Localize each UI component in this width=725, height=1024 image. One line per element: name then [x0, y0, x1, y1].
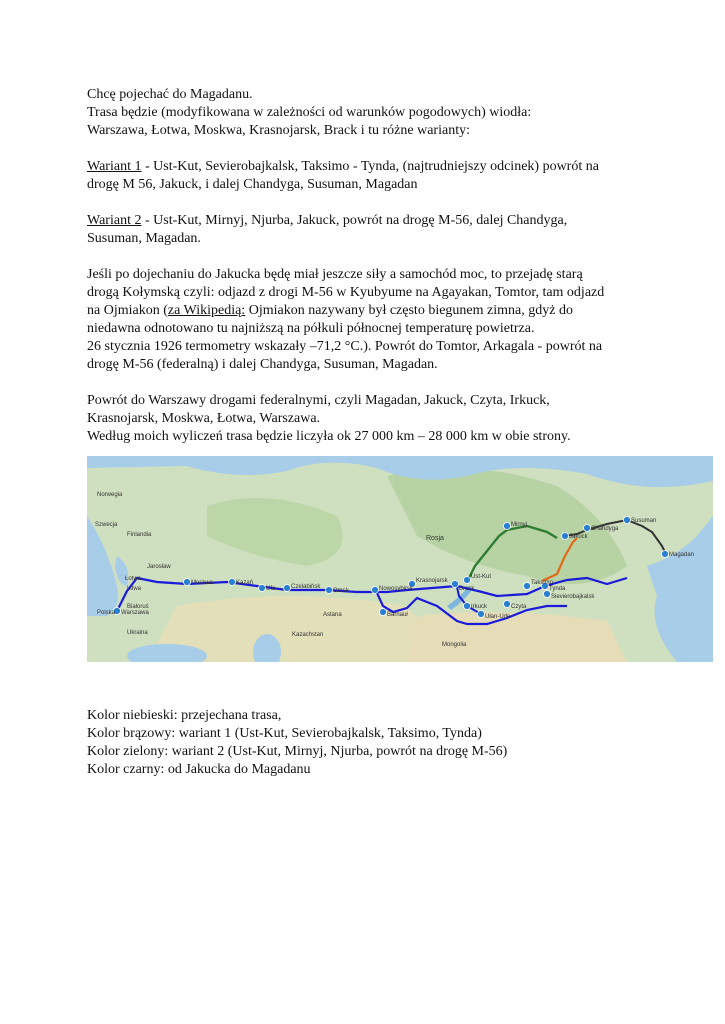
- label-chandyga: Chandyga: [591, 526, 619, 532]
- intro-line: Trasa będzie (modyfikowana w zależności od warunków pogodowych) wiodła:: [87, 105, 532, 120]
- kolyma-line: niedawna odnotowano tu najniższą na półkuli północnej temperaturę powietrza.: [87, 321, 535, 336]
- label-rosja: Rosja: [426, 535, 444, 542]
- pin-barnaul: [380, 609, 387, 616]
- map-legend: [87, 707, 667, 779]
- pin-czelabinsk: [284, 585, 291, 592]
- pin-chandyga: [584, 525, 591, 532]
- label-kazan: Kazań: [236, 580, 254, 586]
- label-brack: Brack: [459, 586, 475, 592]
- return-line: Według moich wyliczeń trasa będzie liczyła ok 27 000 km – 28 000 km w obie strony.: [87, 429, 571, 444]
- label-polska: Polska: [97, 610, 116, 616]
- label-litwa: Litwa: [127, 586, 142, 592]
- pin-jakuck: [562, 533, 569, 540]
- legend-green: Kolor zielony: wariant 2 (Ust-Kut, Mirnyj, Njurba, powrót na drogę M-56): [87, 744, 508, 759]
- pin-omsk: [326, 587, 333, 594]
- label-lotwa: Łotwa: [125, 576, 142, 582]
- label-omsk: Omsk: [333, 588, 349, 594]
- label-astana: Astana: [323, 612, 342, 618]
- pin-kazan: [229, 579, 236, 586]
- pin-nowosybirsk: [372, 587, 379, 594]
- variant2-label: Wariant 2: [87, 213, 142, 228]
- label-nowosybirsk: Nowosybirsk: [379, 586, 414, 592]
- label-susuman: Susuman: [631, 518, 657, 524]
- pin-ufa: [259, 585, 266, 592]
- pin-brack: [452, 581, 459, 588]
- return-line: Krasnojarsk, Moskwa, Łotwa, Warszawa.: [87, 411, 321, 426]
- kolyma-line-post: Ojmiakon nazywany był często biegunem zimna, gdyż do: [245, 303, 573, 318]
- pin-magadan: [662, 551, 669, 558]
- kolyma-line: drogą Kołymską czyli: odjazd z drogi M-56 w Kyubyume na Agayakan, Tomtor, tam odjazd: [87, 285, 605, 300]
- intro-line: Warszawa, Łotwa, Moskwa, Krasnojarsk, Brack i tu różne warianty:: [87, 123, 470, 138]
- label-bialorus: Białoruś: [127, 604, 149, 610]
- label-kazachstan: Kazachstan: [292, 632, 324, 638]
- document-body: [87, 86, 667, 446]
- pin-ustkut: [464, 577, 471, 584]
- label-taksimo: Taksimo: [531, 580, 554, 586]
- steppe-area: [407, 612, 627, 662]
- pin-moskwa: [184, 579, 191, 586]
- variant2-paragraph-cont: Susuman, Magadan.: [87, 231, 201, 246]
- variant1-label: Wariant 1: [87, 159, 142, 174]
- label-magadan: Magadan: [669, 552, 695, 558]
- label-ufa: Ufa: [266, 586, 276, 592]
- legend-black: Kolor czarny: od Jakucka do Magadanu: [87, 762, 311, 777]
- label-tynda: Tynda: [549, 586, 566, 592]
- label-ukraina: Ukraina: [127, 630, 148, 636]
- variant1-text: - Ust-Kut, Sevierobajkalsk, Taksimo - Tynda, (najtrudniejszy odcinek) powrót na: [141, 159, 599, 174]
- label-szwecja: Szwecja: [95, 522, 118, 528]
- variant2-paragraph: [87, 212, 667, 230]
- label-mongolia: Mongolia: [442, 642, 467, 648]
- pin-mirnyj: [504, 523, 511, 530]
- route-map: [87, 456, 713, 662]
- pin-susuman: [624, 517, 631, 524]
- kolyma-line: 26 stycznia 1926 termometry wskazały –71,2 °C.). Powrót do Tomtor, Arkagala - powrót na: [87, 339, 603, 354]
- label-barnaul: Barnauł: [387, 612, 408, 618]
- label-czyta: Czyta: [511, 604, 527, 610]
- label-jakuck: Jakuck: [569, 534, 588, 540]
- variant1-paragraph-cont: drogę M 56, Jakuck, i dalej Chandyga, Susuman, Magadan: [87, 177, 418, 192]
- label-sievierobajkalsk: Sievierobajkalsk: [551, 594, 595, 600]
- label-jaroslawl: Jarosław: [147, 564, 171, 570]
- return-line: Powrót do Warszawy drogami federalnymi, czyli Magadan, Jakuck, Czyta, Irkuck,: [87, 393, 550, 408]
- variant1-paragraph: [87, 158, 667, 176]
- label-czelabinsk: Czelabińsk: [291, 584, 321, 590]
- kolyma-line: [87, 302, 667, 320]
- intro-line: Chcę pojechać do Magadanu.: [87, 87, 253, 102]
- legend-brown: Kolor brązowy: wariant 1 (Ust-Kut, Sevierobajkalsk, Taksimo, Tynda): [87, 726, 482, 741]
- kolyma-line-pre: na Ojmiakon (: [87, 303, 168, 318]
- pin-ulanude: [478, 611, 485, 618]
- pin-irkuck: [464, 603, 471, 610]
- label-ustkut: Ust-Kut: [471, 574, 492, 580]
- route-map-svg: [87, 456, 713, 662]
- label-warszawa: Warszawa: [121, 610, 149, 616]
- kolyma-line: drogę M-56 (federalną) i dalej Chandyga, Susuman, Magadan.: [87, 357, 438, 372]
- label-irkuck: Irkuck: [471, 604, 488, 610]
- label-norwegia: Norwegia: [97, 492, 123, 498]
- kolyma-line: Jeśli po dojechaniu do Jakucka będę miał jeszcze siły a samochód moc, to przejadę starą: [87, 267, 583, 282]
- pin-taksimo: [524, 583, 531, 590]
- label-krasnojarsk: Krasnojarsk: [416, 578, 448, 584]
- label-moskwa: Moskwa: [191, 580, 214, 586]
- label-mirnyj: Mirnyj: [511, 522, 527, 528]
- legend-blue: Kolor niebieski: przejechana trasa,: [87, 708, 282, 723]
- label-ulanude: Ułan-Ude: [485, 614, 511, 620]
- label-finlandia: Finlandia: [127, 532, 152, 538]
- variant2-text: - Ust-Kut, Mirnyj, Njurba, Jakuck, powrót na drogę M-56, dalej Chandyga,: [141, 213, 568, 228]
- pin-czyta: [504, 601, 511, 608]
- wikipedia-link[interactable]: za Wikipedią:: [167, 303, 246, 318]
